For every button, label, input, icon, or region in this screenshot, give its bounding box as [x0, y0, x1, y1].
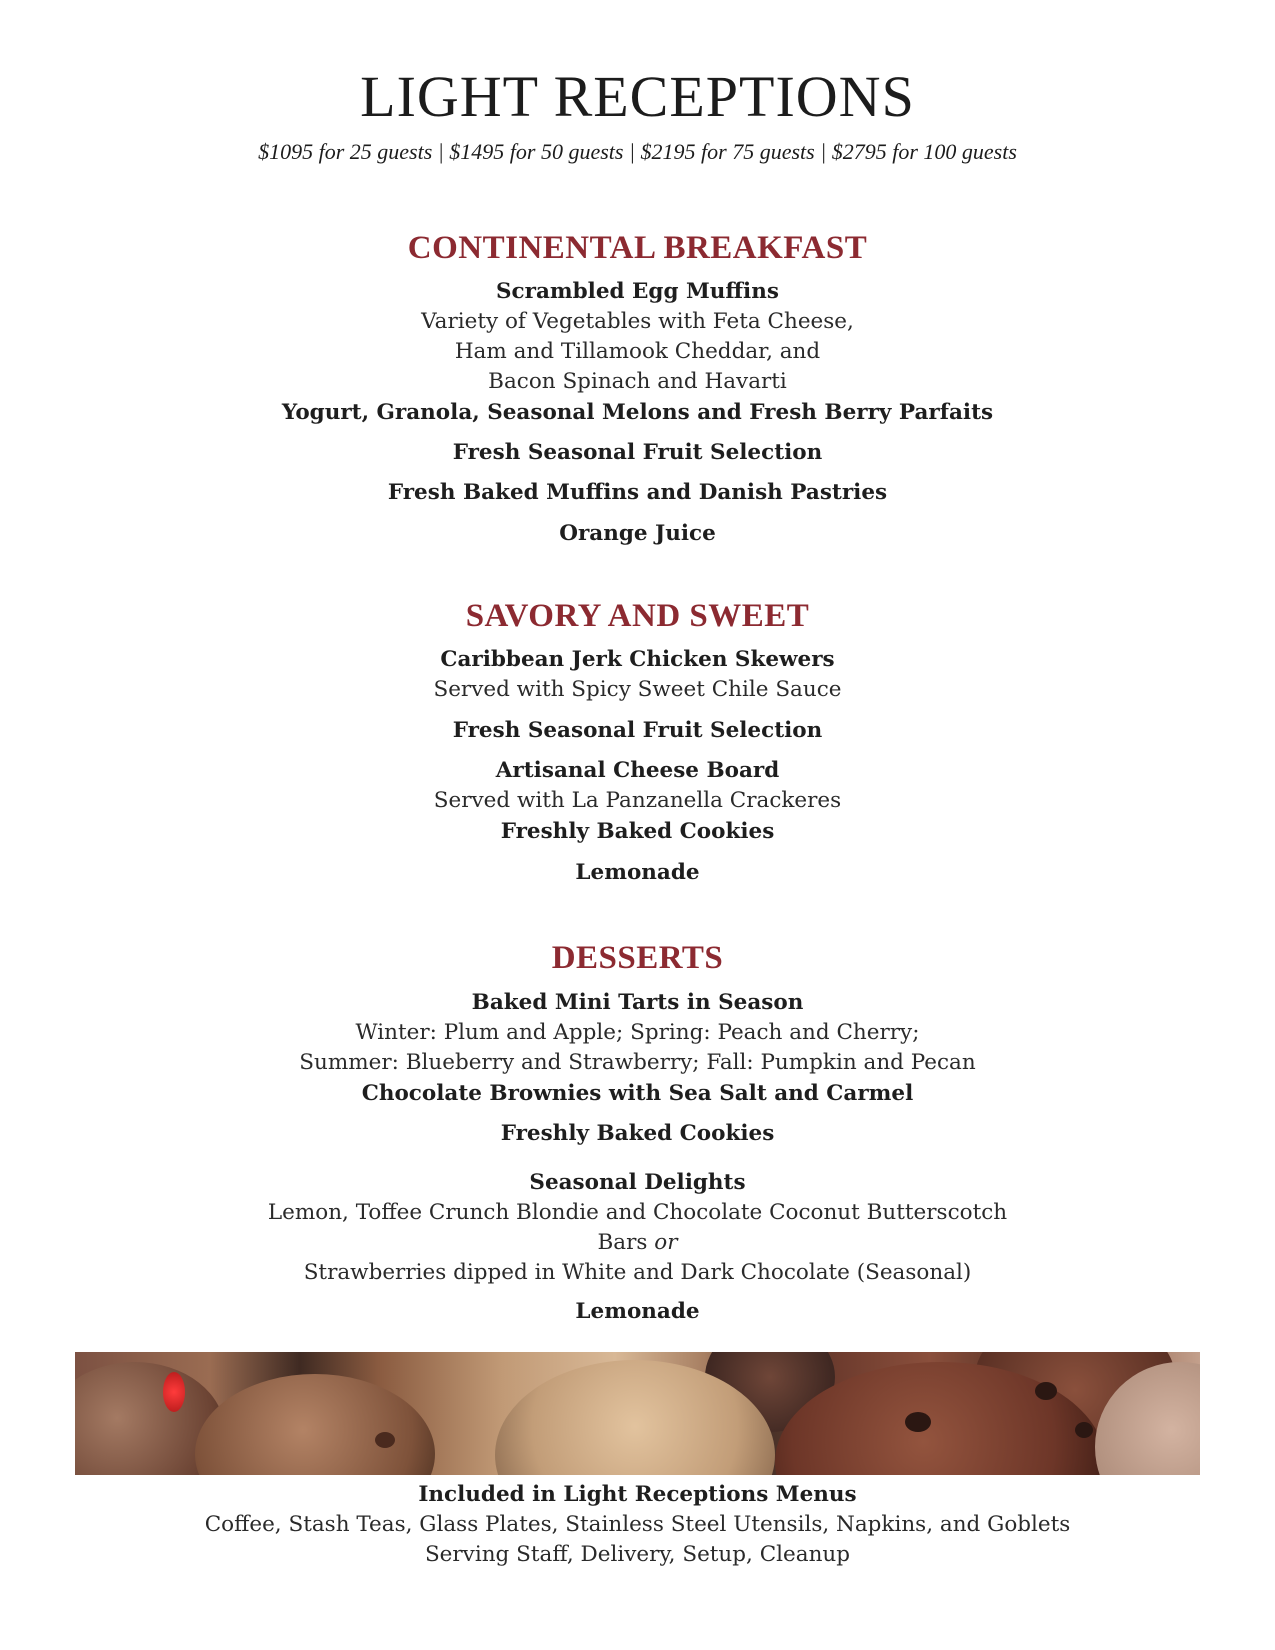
included-heading: Included in Light Receptions Menus: [418, 1482, 857, 1507]
chocolate-chip: [905, 1412, 931, 1432]
section-heading-savory-and-sweet: SAVORY AND SWEET: [465, 598, 810, 634]
menu-item-name: Yogurt, Granola, Seasonal Melons and Fresh Berry Parfaits: [281, 400, 994, 425]
menu-item-name: Fresh Baked Muffins and Danish Pastries: [387, 480, 888, 505]
menu-item-name: Artisanal Cheese Board: [495, 758, 780, 783]
menu-item-name: Caribbean Jerk Chicken Skewers: [440, 647, 835, 672]
included-line: Serving Staff, Delivery, Setup, Cleanup: [424, 1542, 851, 1567]
section-heading-continental-breakfast: CONTINENTAL BREAKFAST: [407, 230, 868, 266]
menu-item-desc: Strawberries dipped in White and Dark Chocolate (Seasonal): [303, 1260, 972, 1285]
pricing-line: $1095 for 25 guests | $1495 for 50 guests | $2195 for 75 guests | $2795 for 100 guests: [258, 139, 1017, 164]
menu-item-desc: Served with La Panzanella Crackeres: [433, 788, 842, 813]
menu-item-name: Scrambled Egg Muffins: [496, 279, 779, 304]
page-title: LIGHT RECEPTIONS: [360, 64, 915, 129]
chocolate-chip: [1075, 1422, 1093, 1438]
included-line: Coffee, Stash Teas, Glass Plates, Stainless Steel Utensils, Napkins, and Goblets: [204, 1512, 1071, 1537]
menu-item-desc: Ham and Tillamook Cheddar, and: [454, 339, 821, 364]
cookie-shape: [195, 1374, 435, 1475]
menu-item-name: Chocolate Brownies with Sea Salt and Carmel: [361, 1081, 914, 1106]
cookies-photo-banner: [75, 1352, 1200, 1475]
menu-item-name: Fresh Seasonal Fruit Selection: [452, 718, 823, 743]
menu-item-name: Lemonade: [575, 1299, 700, 1324]
chocolate-chip: [1035, 1382, 1057, 1400]
menu-item-name: Baked Mini Tarts in Season: [471, 990, 804, 1015]
menu-item-desc: Served with Spicy Sweet Chile Sauce: [433, 677, 842, 702]
chocolate-chip: [375, 1432, 395, 1448]
menu-item-desc: Summer: Blueberry and Strawberry; Fall: Pumpkin and Pecan: [299, 1050, 976, 1075]
menu-item-name: Orange Juice: [559, 521, 716, 546]
menu-item-name: Lemonade: [575, 860, 700, 885]
menu-item-desc: Bacon Spinach and Havarti: [488, 369, 787, 394]
menu-item-desc: Variety of Vegetables with Feta Cheese,: [421, 309, 854, 334]
menu-item-name: Freshly Baked Cookies: [500, 819, 775, 844]
menu-item-desc: Winter: Plum and Apple; Spring: Peach and Cherry;: [355, 1020, 920, 1045]
menu-item-name: Freshly Baked Cookies: [500, 1121, 775, 1146]
candy-piece: [163, 1372, 185, 1412]
menu-item-desc: Bars or: [597, 1230, 678, 1255]
menu-item-name: Fresh Seasonal Fruit Selection: [452, 440, 823, 465]
menu-item-desc: Lemon, Toffee Crunch Blondie and Chocolate Coconut Butterscotch: [267, 1200, 1008, 1225]
section-heading-desserts: DESSERTS: [551, 940, 724, 976]
menu-item-name: Seasonal Delights: [529, 1170, 746, 1195]
